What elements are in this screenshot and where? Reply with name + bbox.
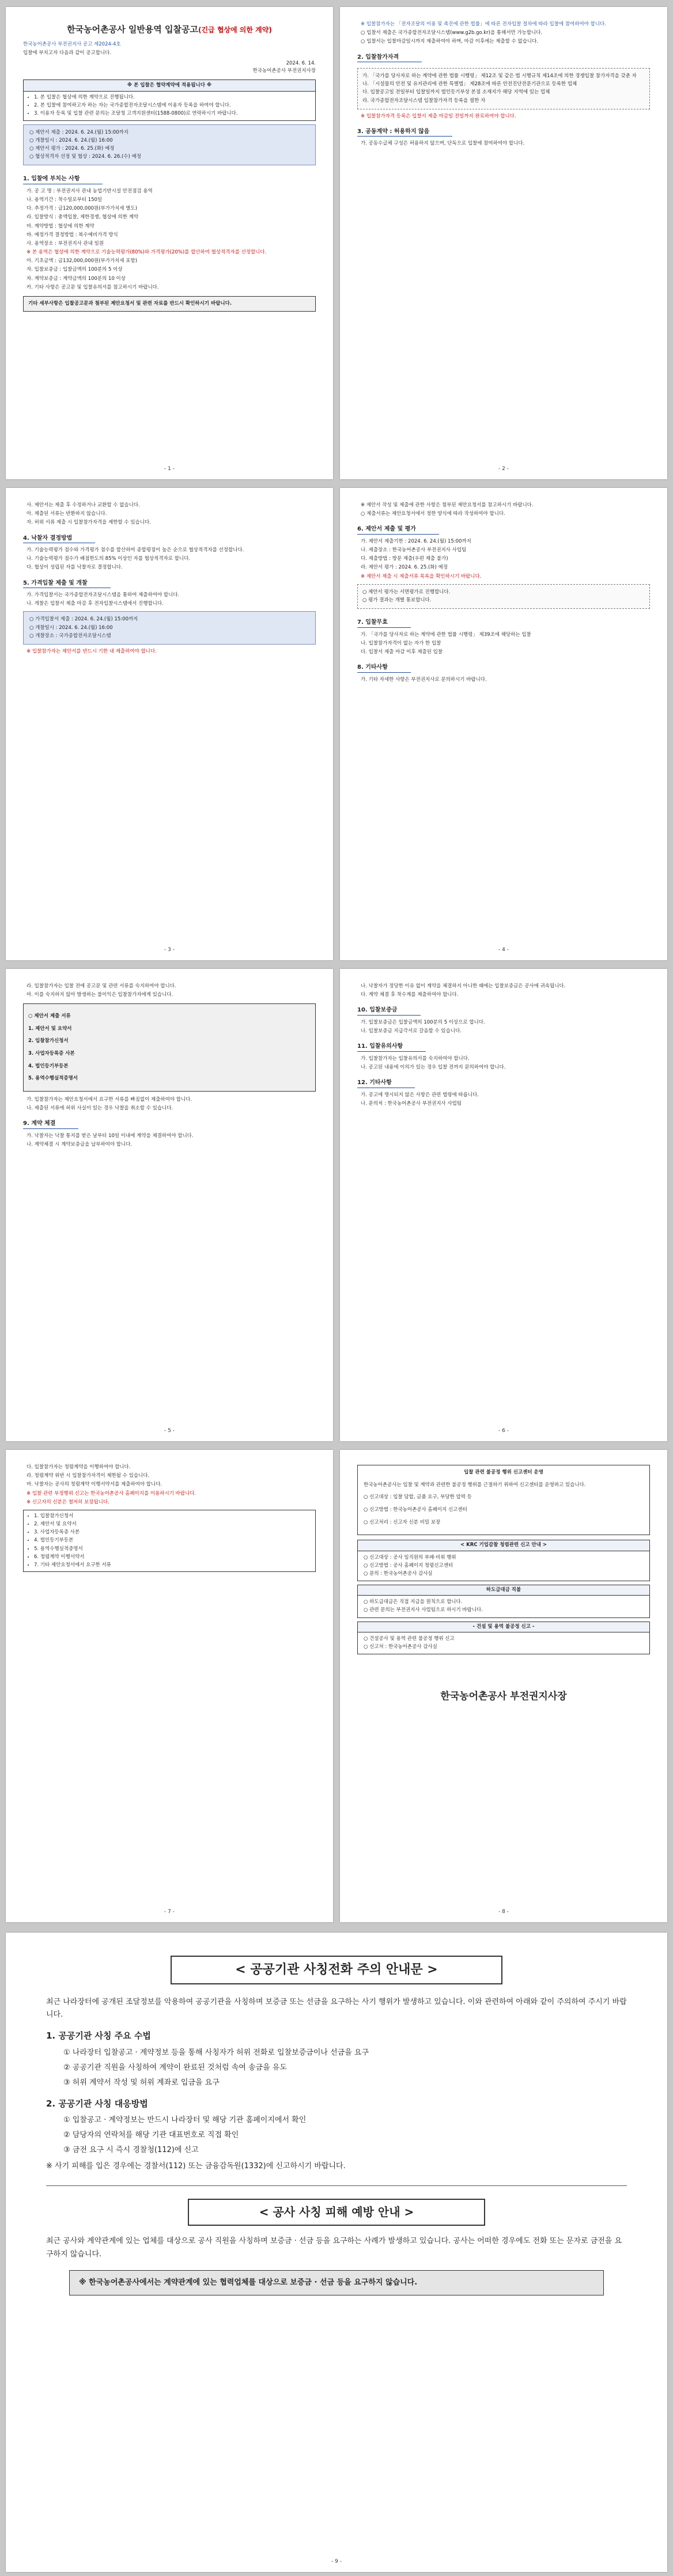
notice-date: 2024. 6. 14. — [286, 60, 316, 66]
page-number: - 3 - — [164, 947, 175, 953]
notice-number: 한국농어촌공사 부전권지사 공고 제2024-4호 — [23, 41, 121, 48]
page-number: - 9 - — [331, 2559, 342, 2565]
item: ○ 제안서 평가는 서면평가로 진행합니다. — [362, 589, 451, 595]
red-note: ※ 입찰참가자격 등록은 입찰서 제출 마감일 전일까지 완료하여야 합니다. — [361, 113, 516, 119]
page-number: - 1 - — [164, 466, 175, 472]
item: 가. 입찰참가자는 입찰유의서를 숙지하여야 합니다. — [361, 1055, 470, 1062]
item: ② 공공기관 직원을 사칭하여 계약이 완료된 것처럼 속여 송금을 유도 — [63, 2063, 287, 2072]
page-number: - 7 - — [164, 1909, 175, 1915]
red-note: ※ 신고자의 신분은 철저히 보장됩니다. — [27, 1499, 109, 1505]
item: ③ 금전 요구 시 즉시 경찰청(112)에 신고 — [63, 2146, 199, 2155]
item: 자. 입찰보증금 : 입찰금액의 100분의 5 이상 — [27, 267, 123, 273]
list-item: • 1. 입찰참가신청서 — [34, 1513, 315, 1520]
box-heading: 입찰 관련 불공정 행위 신고센터 운영 — [464, 1469, 543, 1475]
item: ① 입찰공고 · 계약정보는 반드시 나라장터 및 해당 기관 홈페이지에서 확인 — [63, 2116, 307, 2125]
divider — [46, 2185, 627, 2186]
list-item: • 2. 본 입찰에 참여하고자 하는 자는 국가종합전자조달시스템에 이용자 등록을 하여야 합니다. — [34, 102, 315, 109]
page-9 — [6, 1933, 667, 2572]
item: 나. 공고된 내용에 이의가 있는 경우 입찰 전까지 문의하여야 합니다. — [361, 1064, 506, 1070]
shaded-notice: ※ 한국농어촌공사에서는 계약관계에 있는 협력업체를 대상으로 보증금 · 선금 등을 요구하지 않습니다. — [69, 2270, 604, 2295]
page-4 — [340, 488, 667, 960]
item: 가. 낙찰자는 낙찰 통지를 받은 날부터 10일 이내에 계약을 체결하여야 합니다. — [27, 1132, 194, 1139]
item: 가. 공 고 명 : 부전권지사 관내 농업기반시설 안전점검 용역 — [27, 188, 153, 194]
page-1 — [6, 7, 333, 479]
item: 사. 용역장소 : 부전권지사 관내 일원 — [27, 240, 104, 247]
notice-line: 입찰에 부치고자 다음과 같이 공고합니다. — [23, 50, 112, 56]
box-line: ○ 신고처 : 한국농어촌공사 감사실 — [364, 1643, 437, 1650]
section-heading: 4. 낙찰자 결정방법 — [23, 534, 95, 544]
item: 다. 입찰서 제출 마감 이후 제출된 입찰 — [361, 649, 443, 655]
item: 2. 입찰참가신청서 — [28, 1038, 69, 1044]
section-heading: 9. 계약 체결 — [23, 1119, 78, 1129]
schedule-line: ○ 제안서 평가 : 2024. 6. 25.(화) 예정 — [29, 145, 115, 151]
page-2 — [340, 7, 667, 479]
red-note: ※ 본 용역은 협상에 의한 계약으로 기술능력평가(80%)와 가격평가(20%)를 합산하여 협상적격자를 선정합니다. — [27, 249, 267, 256]
intro-text: 최근 나라장터에 공개된 조달정보를 악용하여 공공기관을 사칭하며 보증금 또는 선금을 요구하는 사기 행위가 발생하고 있습니다. 이와 관련하여 아래와 같이 주의하여 주시기 바랍니다. — [46, 1998, 627, 2020]
page-number: - 5 - — [164, 1428, 175, 1434]
box-heading: - 건설 및 용역 불공정 신고 - — [358, 1622, 649, 1632]
box-heading: 하도급대금 직불 — [358, 1585, 649, 1596]
box-line: ○ 신고방법 : 공사 홈페이지 청렴신고센터 — [364, 1562, 453, 1569]
page-5 — [6, 969, 333, 1441]
box-line: ○ 신고처리 : 신고자 신분 비밀 보장 — [364, 1519, 441, 1525]
item: 차. 계약보증금 : 계약금액의 100분의 10 이상 — [27, 275, 126, 282]
item: ※ 제안서 작성 및 제출에 관한 사항은 첨부된 제안요청서를 참고하시기 바랍니다. — [361, 502, 534, 508]
item: 라. 제안서 평가 : 2024. 6. 25.(화) 예정 — [361, 565, 448, 571]
item: 다. 협상이 성립된 자를 낙찰자로 결정합니다. — [27, 565, 123, 571]
title-note: (긴급 협상에 의한 계약) — [198, 26, 272, 34]
item: 가. 가격입찰서는 국가종합전자조달시스템을 통하여 제출하여야 합니다. — [27, 592, 180, 598]
prevention-text: 최근 공사와 계약관계에 있는 업체를 대상으로 공사 직원을 사칭하며 보증금 · 선금 등을 요구하는 사례가 발생하고 있습니다. 공사는 어떠한 경우에도 전화 또는 문자로 금전을 요구하지 않습니다. — [46, 2237, 622, 2259]
item: 카. 기타 사항은 공고문 및 입찰유의서를 참고하시기 바랍니다. — [27, 284, 159, 290]
item: 다. 입찰참가자는 청렴계약을 이행하여야 합니다. — [27, 1464, 131, 1470]
item: ○ 평가 결과는 개별 통보합니다. — [362, 597, 432, 603]
item: 다. 계약 체결 후 착수계를 제출하여야 합니다. — [361, 992, 459, 998]
section-heading: 2. 공공기관 사칭 대응방법 — [46, 2098, 148, 2109]
item: 나. 입찰참가자격이 없는 자가 한 입찰 — [361, 640, 441, 646]
item: 나. 입찰보증금 지급각서로 갈음할 수 있습니다. — [361, 1028, 462, 1035]
item: 라. 국가종합전자조달시스템 입찰참가자격 등록을 필한 자 — [362, 97, 486, 104]
item: 다. 제출방법 : 방문 제출(우편 제출 불가) — [361, 556, 448, 562]
box-line: ○ 하도급대금은 직접 지급을 원칙으로 합니다. — [364, 1599, 463, 1605]
schedule-box — [23, 124, 316, 166]
item: 라. 청렴계약 위반 시 입찰참가자격이 제한될 수 있습니다. — [27, 1473, 150, 1479]
item: 다. 입찰공고일 전일부터 입찰일까지 법인등기부상 본점 소재지가 해당 지역에 있는 업체 — [362, 89, 550, 96]
item: 가. 기술능력평가 점수와 가격평가 점수를 합산하여 종합평점이 높은 순으로 협상적격자를 선정합니다. — [27, 547, 244, 554]
schedule-line: ○ 개찰일시 : 2024. 6. 24.(월) 16:00 — [29, 137, 113, 143]
red-note: ※ 입찰 관련 부정행위 신고는 한국농어촌공사 홈페이지를 이용하시기 바랍니다. — [27, 1490, 196, 1497]
item: ① 나라장터 입찰공고 · 계약정보 등을 통해 사칭자가 허위 전화로 입찰보증금이나 선금을 요구 — [63, 2048, 369, 2057]
item: 나. 기술능력평가 점수가 배점한도의 85% 이상인 자를 협상적격자로 합니다. — [27, 556, 191, 562]
item: 가. 기타 자세한 사항은 부전권지사로 문의하시기 바랍니다. — [361, 676, 487, 683]
box-line: ○ 신고대상 : 공사 임직원의 부패·비위 행위 — [364, 1554, 456, 1560]
item: 가. 입찰참가자는 제안요청서에서 요구한 서류를 빠짐없이 제출하여야 합니다. — [27, 1096, 192, 1103]
report-center-box — [357, 1465, 650, 1535]
item: 나. 계약체결 시 계약보증금을 납부하여야 합니다. — [27, 1141, 133, 1147]
item: 나. 문의처 : 한국농어촌공사 부전권지사 사업팀 — [361, 1100, 462, 1107]
box-line: ○ 건설공사 및 용역 관련 불공정 행위 신고 — [364, 1635, 455, 1642]
section-heading: 1. 공공기관 사칭 주요 수법 — [46, 2031, 151, 2041]
item: ○ 입찰서 제출은 국가종합전자조달시스템(www.g2b.go.kr)을 통해서만 가능합니다. — [361, 30, 543, 36]
section-heading: 11. 입찰유의사항 — [357, 1042, 426, 1052]
box-line: ○ 문의 : 한국농어촌공사 감사실 — [364, 1570, 433, 1577]
submission-box — [23, 1003, 316, 1092]
item: 나. 제출장소 : 한국농어촌공사 부전권지사 사업팀 — [361, 547, 467, 554]
fraud-note: ※ 사기 피해를 입은 경우에는 경찰서(112) 또는 금융감독원(1332)에 신고하시기 바랍니다. — [46, 2162, 346, 2171]
red-note: ※ 제안서 제출 시 제출서류 목록을 확인하시기 바랍니다. — [361, 573, 482, 579]
list-item: • 6. 청렴계약 이행서약서 — [34, 1554, 315, 1561]
item: 마. 계약방법 : 협상에 의한 계약 — [27, 223, 94, 229]
box-heading: < KRC 기업감찰 청렴관련 신고 안내 > — [358, 1540, 649, 1551]
item: 아. 기초금액 : 금132,000,000원(부가가치세 포함) — [27, 258, 138, 264]
item: 나. 용역기간 : 착수일로부터 150일 — [27, 196, 103, 203]
box-line: ○ 신고방법 : 한국농어촌공사 홈페이지 신고센터 — [364, 1507, 467, 1513]
item: 가. 「국가를 당사자로 하는 계약에 관한 법률 시행령」 제39조에 해당하는 입찰 — [361, 631, 531, 638]
item: 가. 공고에 명시되지 않은 사항은 관련 법령에 따릅니다. — [361, 1092, 479, 1098]
section-heading: 5. 가격입찰 제출 및 개찰 — [23, 579, 111, 589]
item: 자. 허위 서류 제출 시 입찰참가자격을 제한할 수 있습니다. — [27, 520, 151, 526]
list-item: • 4. 법인등기부등본 — [34, 1537, 315, 1544]
section-heading: 2. 입찰참가자격 — [357, 53, 422, 63]
item: 가. 제안서 제출기한 : 2024. 6. 24.(월) 15:00까지 — [361, 538, 471, 544]
item: 가. 입찰보증금은 입찰금액의 100분의 5 이상으로 합니다. — [361, 1019, 485, 1025]
item: ○ 제안서 제출 서류 — [28, 1013, 71, 1019]
notice-box — [23, 79, 316, 121]
schedule-line: ○ 개찰일시 : 2024. 6. 24.(월) 16:00 — [29, 624, 113, 631]
schedule-line: ○ 제안서 제출 : 2024. 6. 24.(월) 15:00까지 — [29, 129, 128, 135]
item: 마. 이를 숙지하지 않아 발생하는 불이익은 입찰참가자에게 있습니다. — [27, 992, 173, 998]
subcontract-box — [357, 1585, 650, 1618]
item: 바. 예정가격 결정방법 : 복수예비가격 방식 — [27, 232, 118, 238]
section-heading: 6. 제안서 제출 및 평가 — [357, 525, 439, 535]
section-heading: 3. 공동계약 : 허용하지 않음 — [357, 127, 452, 137]
schedule-line: ○ 개찰장소 : 국가종합전자조달시스템 — [29, 632, 111, 639]
page-7 — [6, 1450, 333, 1922]
section-heading: 1. 입찰에 부치는 사항 — [23, 175, 103, 184]
document-title: 한국농어촌공사 일반용역 입찰공고(긴급 협상에 의한 계약) — [67, 24, 272, 35]
item: ※ 입찰참가자는 「전자조달의 이용 및 촉진에 관한 법률」에 따른 전자입찰 절차에 따라 입찰에 참여하여야 합니다. — [361, 21, 606, 27]
item: 가. 「국가를 당사자로 하는 계약에 관한 법률 시행령」 제12조 및 같은 법 시행규칙 제14조에 의한 경쟁입찰 참가자격을 갖춘 자 — [362, 73, 637, 79]
page-3 — [6, 488, 333, 960]
prevention-title: < 공사 사칭 피해 예방 안내 > — [188, 2199, 485, 2226]
item: 1. 제안서 및 요약서 — [28, 1025, 72, 1032]
item: 라. 입찰방식 : 총액입찰, 제한경쟁, 협상에 의한 계약 — [27, 214, 139, 221]
qualification-box — [357, 68, 650, 109]
section-heading: 10. 입찰보증금 — [357, 1006, 421, 1016]
box-line: ○ 관련 문의는 부전권지사 사업팀으로 하시기 바랍니다. — [364, 1607, 483, 1613]
item: 다. 추정가격 : 금120,000,000원(부가가치세 별도) — [27, 206, 138, 212]
evaluation-box — [357, 584, 650, 609]
document-list — [24, 1513, 315, 1569]
list-item: • 3. 사업자등록증 사본 — [34, 1529, 315, 1536]
list-item: • 1. 본 입찰은 협상에 의한 계약으로 진행됩니다. — [34, 94, 315, 101]
box-line: ○ 신고대상 : 입찰 담합, 금품 요구, 부당한 압력 등 — [364, 1494, 472, 1501]
item: 아. 제출된 서류는 반환하지 않습니다. — [27, 511, 107, 517]
box-text: 한국농어촌공사는 입찰 및 계약과 관련한 불공정 행위를 근절하기 위하여 신고센터를 운영하고 있습니다. — [364, 1482, 586, 1488]
warning-title: < 공공기관 사칭전화 주의 안내문 > — [171, 1956, 502, 1984]
list-item: • 7. 기타 제안요청서에서 요구한 서류 — [34, 1562, 315, 1569]
schedule-line: ○ 협상적격자 선정 및 협상 : 2024. 6. 26.(수) 예정 — [29, 154, 141, 160]
item: 4. 법인등기부등본 — [28, 1063, 69, 1069]
schedule-line: ○ 가격입찰서 제출 : 2024. 6. 24.(월) 15:00까지 — [29, 616, 138, 623]
item: ○ 입찰서는 입찰마감일시까지 제출하여야 하며, 마감 이후에는 제출할 수 없습니다. — [361, 39, 539, 45]
item: 가. 공동수급체 구성은 허용하지 않으며, 단독으로 입찰에 참여하여야 합니다. — [361, 141, 525, 147]
schedule-box — [23, 611, 316, 645]
item: 사. 제안서는 제출 후 수정하거나 교환할 수 없습니다. — [27, 502, 140, 508]
section-heading: 8. 기타사항 — [357, 663, 411, 673]
item: ③ 허위 계약서 작성 및 허위 계좌로 입금을 요구 — [63, 2078, 220, 2087]
page-6 — [340, 969, 667, 1441]
page-number: - 2 - — [498, 466, 509, 472]
page-8 — [340, 1450, 667, 1922]
important-note: 기타 세부사항은 입찰공고문과 첨부된 제안요청서 및 관련 자료를 반드시 확인하시기 바랍니다. — [23, 296, 316, 312]
item: 마. 낙찰자는 공사의 청렴계약 이행서약서를 제출하여야 합니다. — [27, 1482, 162, 1488]
item: 5. 용역수행실적증명서 — [28, 1075, 78, 1082]
item: 나. 「시설물의 안전 및 유지관리에 관한 특별법」 제28조에 따른 안전진단전문기관으로 등록한 업체 — [362, 81, 577, 88]
item: 라. 입찰참가자는 입찰 전에 공고문 및 관련 서류를 숙지하여야 합니다. — [27, 983, 176, 989]
item: ② 담당자의 연락처를 해당 기관 대표번호로 직접 확인 — [63, 2131, 239, 2140]
item: 나. 제출된 서류에 허위 사실이 있는 경우 낙찰을 취소할 수 있습니다. — [27, 1105, 173, 1112]
unfair-report-box — [357, 1622, 650, 1655]
item: 나. 낙찰자가 정당한 이유 없이 계약을 체결하지 아니한 때에는 입찰보증금은 공사에 귀속됩니다. — [361, 983, 566, 989]
section-heading: 7. 입찰무효 — [357, 618, 411, 628]
page-number: - 6 - — [498, 1428, 509, 1434]
page-number: - 4 - — [498, 947, 509, 953]
notice-org: 한국농어촌공사 부전권지사장 — [252, 67, 316, 74]
page-number: - 8 - — [498, 1909, 509, 1915]
section-heading: 12. 기타사항 — [357, 1078, 415, 1088]
list-item: • 2. 제안서 및 요약서 — [34, 1521, 315, 1528]
red-note: ※ 입찰참가자는 제안서를 반드시 기한 내 제출하여야 합니다. — [27, 648, 157, 654]
item: 3. 사업자등록증 사본 — [28, 1050, 75, 1056]
notice-box-list — [24, 94, 315, 118]
notice-box-head: ※ 본 입찰은 협약계약에 적용됩니다 ※ — [24, 80, 315, 92]
item: 나. 개찰은 입찰서 제출 마감 후 전자입찰시스템에서 진행합니다. — [27, 601, 164, 607]
list-item: • 5. 용역수행실적증명서 — [34, 1545, 315, 1553]
list-item: • 3. 이용자 등록 및 입찰 관련 문의는 조달청 고객지원센터(1588-0800)로 연락하시기 바랍니다. — [34, 110, 315, 118]
integrity-report-box — [357, 1540, 650, 1581]
signature: 한국농어촌공사 부전권지사장 — [440, 1691, 567, 1703]
document-list-box — [23, 1510, 316, 1572]
item: ○ 제출서류는 제안요청서에서 정한 양식에 따라 작성하여야 합니다. — [361, 511, 505, 517]
